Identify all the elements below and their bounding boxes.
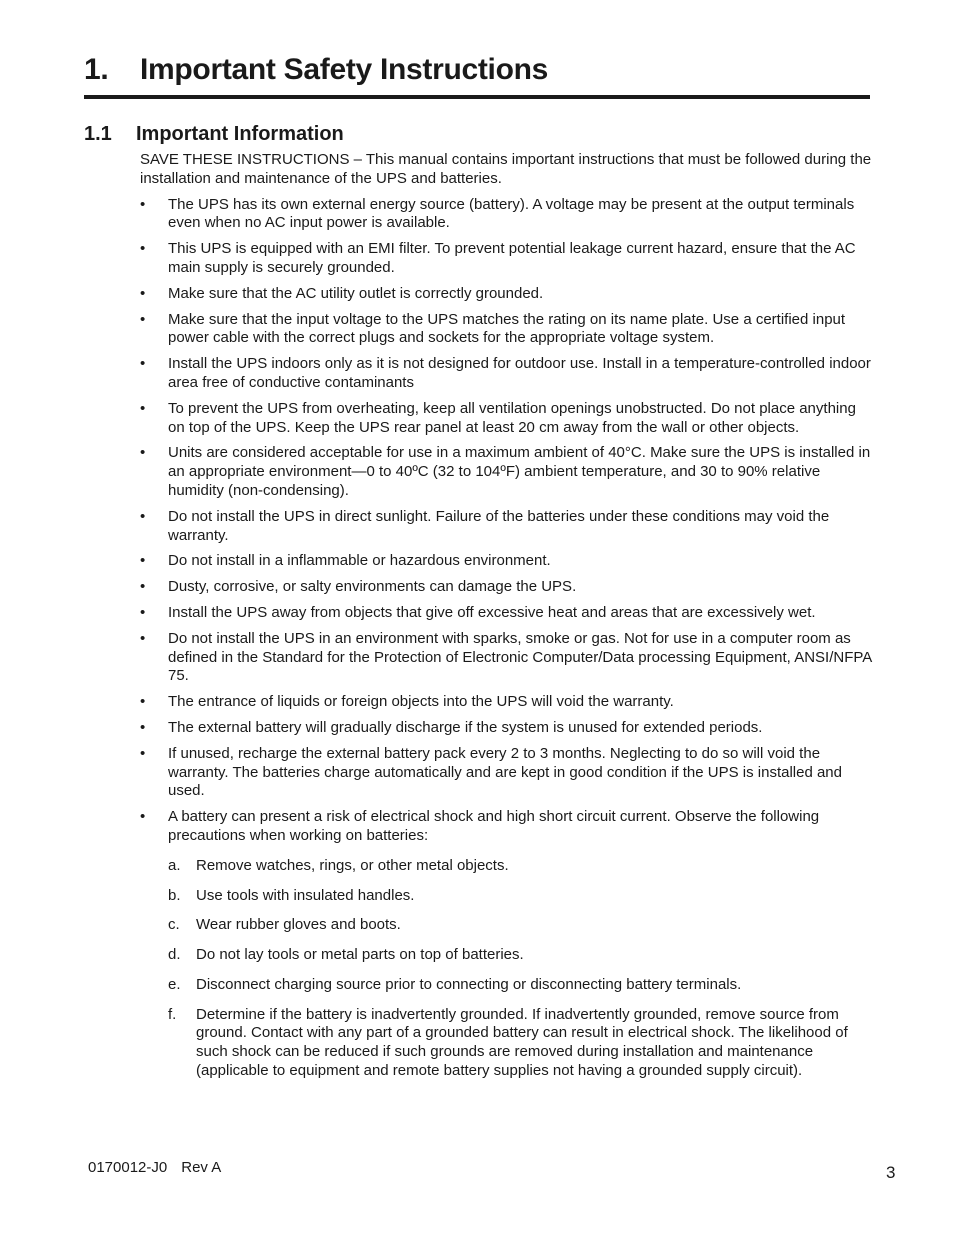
list-item — [140, 285, 872, 304]
bullet-text: If unused, recharge the external battery pack every 2 to 3 months. Neglecting to do so will void the warranty. The batteries charge automatically and are kept in good condition if the UPS is installed and used. — [168, 744, 842, 800]
precaution-text: Use tools with insulated handles. — [196, 886, 415, 904]
list-item — [140, 444, 872, 500]
bullet-icon: • — [140, 240, 146, 258]
bullet-text: Make sure that the input voltage to the UPS matches the rating on its name plate. Use a certified input power cable with the correct plugs and sockets for the appropriate voltage system. — [168, 310, 846, 347]
bullet-icon: • — [140, 693, 146, 711]
bullet-text: Dusty, corrosive, or salty environments can damage the UPS. — [168, 578, 577, 596]
list-item — [140, 719, 872, 738]
bullet-text: Install the UPS away from objects that give off excessive heat and areas that are excessively wet. — [168, 603, 816, 621]
bullet-text: The entrance of liquids or foreign objects into the UPS will void the warranty. — [168, 693, 674, 711]
precaution-item — [168, 857, 872, 876]
bullet-icon: • — [140, 195, 146, 213]
list-item — [140, 311, 872, 349]
bullet-icon: • — [140, 355, 146, 373]
bullet-text: Do not install the UPS in direct sunlight. Failure of the batteries under these conditions may void the warranty. — [168, 507, 830, 544]
precaution-item — [168, 887, 872, 906]
list-item — [140, 196, 872, 234]
precaution-text: Wear rubber gloves and boots. — [196, 916, 401, 934]
bullet-icon: • — [140, 718, 146, 736]
precaution-text: Do not lay tools or metal parts on top of batteries. — [196, 946, 524, 964]
list-item — [140, 604, 872, 623]
bullet-text: Do not install the UPS in an environment with sparks, smoke or gas. Not for use in a computer room as defined in the Standard for the Protection of Electronic Computer/Data processing Equipment, ANSI/NFPA 75. — [168, 629, 872, 685]
bullet-icon: • — [140, 284, 146, 302]
bullet-icon: • — [140, 444, 146, 462]
safety-bullet-list — [140, 196, 872, 1081]
bullet-text: This UPS is equipped with an EMI filter. To prevent potential leakage current hazard, ensure that the AC main supply is securely grounded. — [168, 240, 856, 276]
bullet-text: The UPS has its own external energy source (battery). A voltage may be present at the output terminals even when no AC input power is available. — [168, 195, 855, 232]
list-item — [140, 745, 872, 801]
precaution-letter: b. — [168, 886, 181, 904]
list-item — [140, 578, 872, 597]
bullet-icon: • — [140, 629, 146, 647]
section-title-text: Important Information — [136, 123, 344, 145]
bullet-text: Units are considered acceptable for use in a maximum ambient of 40°C. Make sure the UPS is installed in an appropriate environment—0 to 40ºC (32 to 104ºF) ambient temperature, and 30 to 90% relative humidity (non-condensing). — [168, 444, 871, 499]
title-divider — [84, 95, 870, 99]
list-item — [140, 693, 872, 712]
footer-doc-info — [88, 1159, 221, 1176]
bullet-text: Install the UPS indoors only as it is not designed for outdoor use. Install in a temperature-controlled indoor area free of conductive contaminants — [168, 355, 871, 391]
page-number: 3 — [886, 1163, 896, 1182]
list-item — [140, 355, 872, 393]
precaution-item — [168, 976, 872, 995]
precaution-letter: c. — [168, 916, 180, 934]
chapter-title — [84, 50, 548, 90]
precaution-item — [168, 916, 872, 935]
precaution-letter: a. — [168, 856, 181, 874]
list-item — [140, 808, 872, 1081]
precaution-text: Remove watches, rings, or other metal objects. — [196, 856, 509, 874]
section-body — [140, 151, 872, 1092]
list-item — [140, 630, 872, 686]
chapter-title-text: Important Safety Instructions — [140, 53, 549, 86]
bullet-text: Do not install in a inflammable or hazardous environment. — [168, 552, 551, 570]
bullet-icon: • — [140, 507, 146, 525]
list-item — [140, 552, 872, 571]
bullet-icon: • — [140, 552, 146, 570]
list-item — [140, 508, 872, 546]
intro-paragraph: SAVE THESE INSTRUCTIONS – This manual contains important instructions that must be followed during the installation and maintenance of the UPS and batteries. — [140, 151, 872, 187]
precaution-letter: e. — [168, 975, 181, 993]
list-item — [140, 240, 872, 278]
bullet-text: The external battery will gradually discharge if the system is unused for extended periods. — [168, 718, 763, 736]
bullet-icon: • — [140, 310, 146, 328]
chapter-number: 1. — [84, 53, 109, 86]
precaution-text: Disconnect charging source prior to connecting or disconnecting battery terminals. — [196, 975, 742, 993]
section-title — [84, 121, 344, 147]
doc-number: 0170012-J0 — [88, 1159, 168, 1176]
bullet-icon: • — [140, 744, 146, 762]
precaution-item — [168, 946, 872, 965]
precaution-text: Determine if the battery is inadvertently grounded. If inadvertently grounded, remove source from ground. Contact with any part of a grounded battery can result in electrical shock. The likelihood of such shock can be reduced if such grounds are removed during installation and maintenance (applicable to equipment and remote battery supplies not having a grounded supply circuit). — [196, 1005, 848, 1080]
list-item — [140, 400, 872, 438]
precaution-item — [168, 1006, 872, 1081]
bullet-text: Make sure that the AC utility outlet is correctly grounded. — [168, 284, 544, 302]
section-number: 1.1 — [84, 123, 112, 145]
bullet-icon: • — [140, 603, 146, 621]
bullet-icon: • — [140, 399, 146, 417]
revision-label: Rev A — [181, 1159, 222, 1176]
bullet-icon: • — [140, 578, 146, 596]
bullet-text: To prevent the UPS from overheating, keep all ventilation openings unobstructed. Do not place anything on top of the UPS. Keep the UPS rear panel at least 20 cm away from the wall or other objects. — [168, 399, 856, 436]
bullet-icon: • — [140, 808, 146, 826]
precaution-letter: f. — [168, 1005, 177, 1023]
precaution-letter: d. — [168, 946, 181, 964]
battery-precautions-list — [168, 857, 872, 1081]
bullet-text: A battery can present a risk of electrical shock and high short circuit current. Observe the following precautions when working on batteries: — [168, 808, 820, 844]
